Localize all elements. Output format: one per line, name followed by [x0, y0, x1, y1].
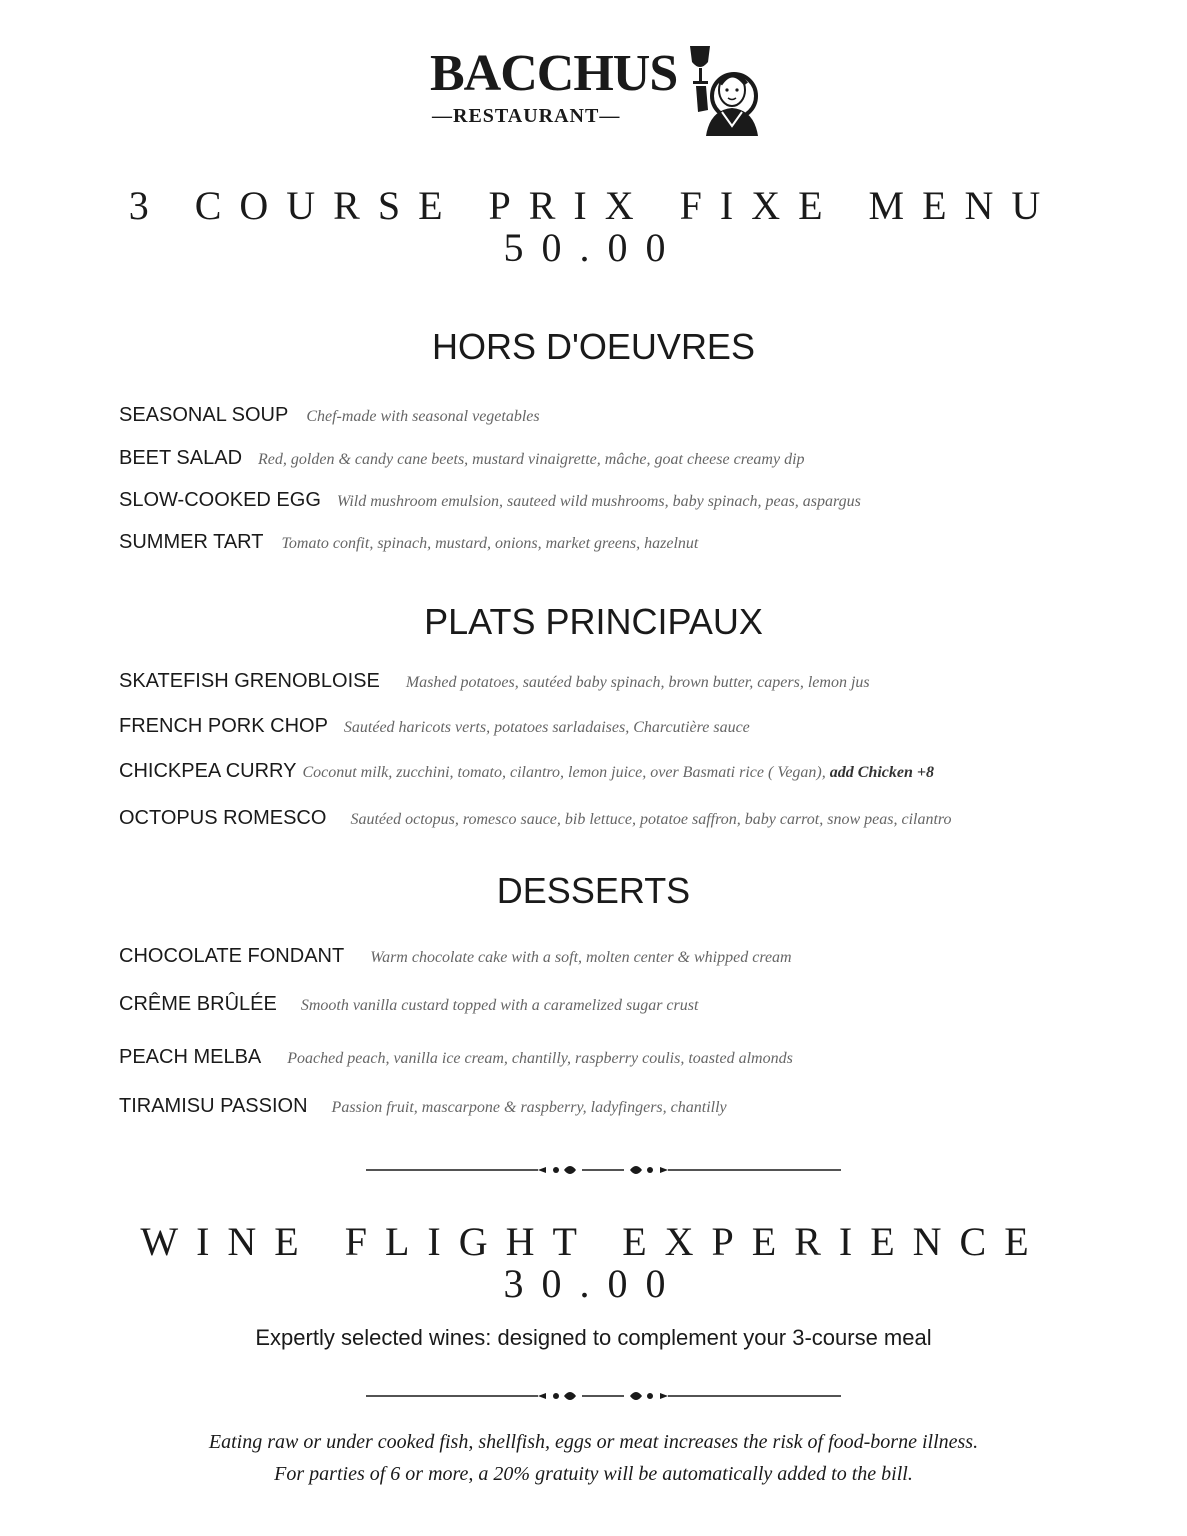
logo-subtitle: —RESTAURANT—: [432, 105, 621, 127]
section-heading-hors-doeuvres: HORS D'OEUVRES: [432, 326, 755, 367]
menu-item: [119, 807, 952, 830]
ornamental-divider: [366, 1386, 841, 1406]
menu-item-name: OCTOPUS ROMESCO: [119, 807, 327, 829]
menu-item-description: Red, golden & candy cane beets, mustard vinaigrette, mâche, goat cheese creamy dip: [258, 451, 805, 468]
menu-item-name: CHICKPEA CURRY: [119, 760, 297, 782]
menu-item-description: Poached peach, vanilla ice cream, chantilly, raspberry coulis, toasted almonds: [287, 1050, 793, 1067]
menu-item: [119, 489, 861, 512]
menu-item-description: Mashed potatoes, sautéed baby spinach, brown butter, capers, lemon jus: [405, 674, 870, 691]
menu-item-description: Chef-made with seasonal vegetables: [306, 408, 540, 425]
ornamental-divider: [366, 1160, 841, 1180]
gratuity-note: For parties of 6 or more, a 20% gratuity will be automatically added to the bill.: [274, 1463, 913, 1485]
menu-item-description: Smooth vanilla custard topped with a caramelized sugar crust: [300, 997, 699, 1014]
menu-item-description: [302, 764, 934, 782]
section-heading-plats-principaux: PLATS PRINCIPAUX: [424, 601, 763, 642]
menu-item-name: SUMMER TART: [119, 531, 264, 553]
menu-item: [119, 1095, 727, 1118]
section-heading-desserts: DESSERTS: [496, 870, 691, 911]
menu-item-name: CHOCOLATE FONDANT: [119, 945, 345, 967]
prix-fixe-title: 3 COURSE PRIX FIXE MENU: [128, 183, 1059, 228]
health-warning-note: Eating raw or under cooked fish, shellfish, eggs or meat increases the risk of food-borne illness.: [208, 1431, 979, 1453]
menu-item-description: Sautéed octopus, romesco sauce, bib lettuce, potatoe saffron, baby carrot, snow peas, cilantro: [350, 811, 952, 828]
wine-flight-price: 30.00: [503, 1261, 684, 1306]
logo-title: BACCHUS: [430, 45, 678, 102]
menu-item: [119, 945, 792, 968]
menu-item-description: Warm chocolate cake with a soft, molten center & whipped cream: [370, 949, 792, 966]
menu-item-name: FRENCH PORK CHOP: [119, 715, 328, 737]
menu-item-name: CRÊME BRÛLÉE: [119, 993, 277, 1015]
wine-flight-description: Expertly selected wines: designed to complement your 3-course meal: [255, 1325, 932, 1350]
wine-flight-title: WINE FLIGHT EXPERIENCE: [140, 1219, 1047, 1264]
menu-item-name: SLOW-COOKED EGG: [119, 489, 321, 511]
menu-item-name: SKATEFISH GRENOBLOISE: [119, 670, 380, 692]
prix-fixe-price: 50.00: [503, 225, 684, 270]
menu-item: [119, 531, 698, 554]
restaurant-logo: [426, 40, 766, 140]
menu-item-description: Wild mushroom emulsion, sauteed wild mushrooms, baby spinach, peas, aspargus: [336, 493, 861, 510]
menu-item-description-text: Coconut milk, zucchini, tomato, cilantro, lemon juice, over Basmati rice ( Vegan),: [302, 764, 826, 781]
menu-item: [119, 993, 698, 1016]
menu-item: [119, 404, 540, 427]
menu-item-name: TIRAMISU PASSION: [119, 1095, 308, 1117]
menu-item-name: BEET SALAD: [119, 447, 243, 469]
menu-item-description: Sautéed haricots verts, potatoes sarladaises, Charcutière sauce: [343, 719, 750, 736]
menu-item: [119, 447, 805, 470]
menu-item-name: SEASONAL SOUP: [119, 404, 289, 426]
menu-item-description: Tomato confit, spinach, mustard, onions, market greens, hazelnut: [281, 535, 699, 552]
menu-item: [119, 1046, 793, 1069]
bacchus-figure-icon: [684, 40, 764, 140]
menu-item-description: Passion fruit, mascarpone & raspberry, ladyfingers, chantilly: [331, 1099, 727, 1116]
menu-item: [119, 715, 750, 738]
menu-item-addon: add Chicken +8: [829, 764, 934, 781]
menu-item-name: PEACH MELBA: [119, 1046, 262, 1068]
menu-item: [119, 760, 934, 783]
menu-item: [119, 670, 870, 693]
